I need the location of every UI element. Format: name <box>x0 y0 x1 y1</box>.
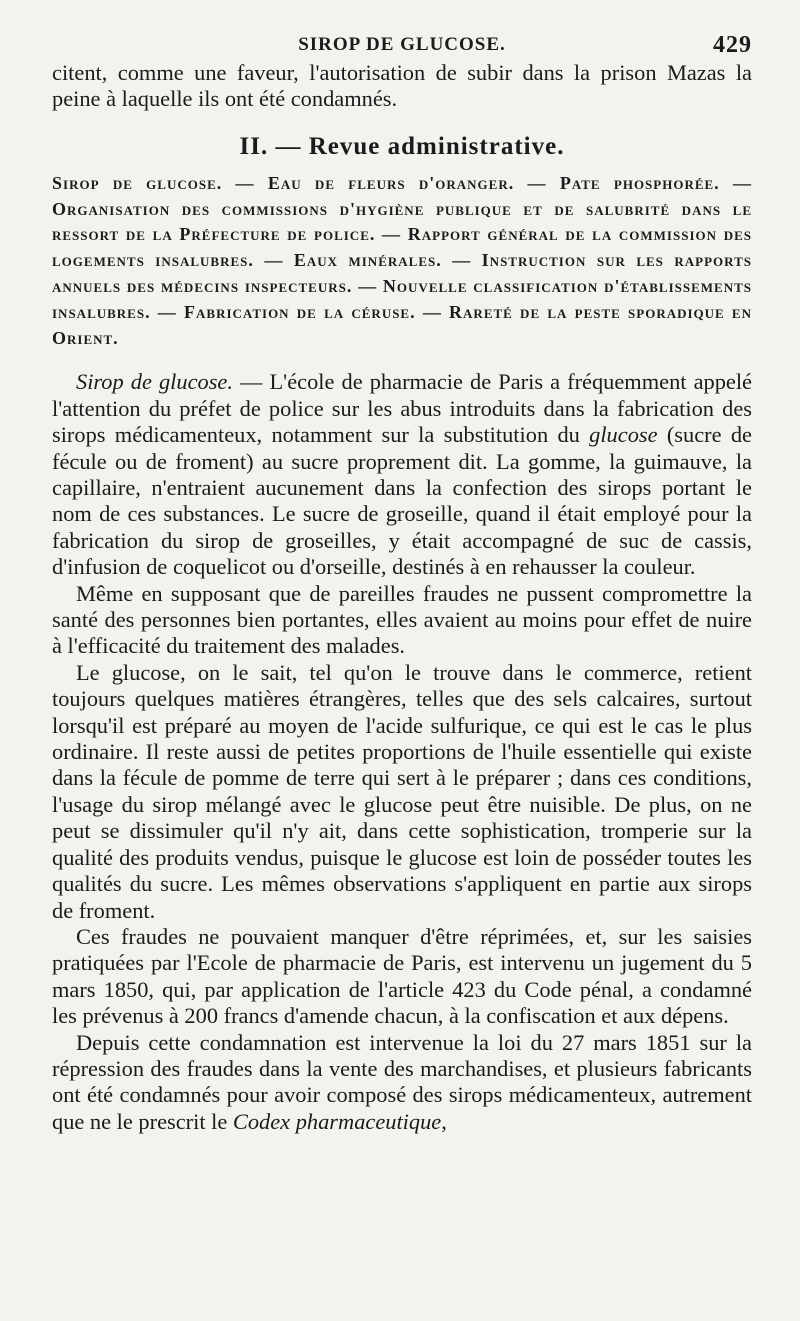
running-title: SIROP DE GLUCOSE. <box>298 34 506 55</box>
paragraph-2: Même en supposant que de pareilles fraudes ne pussent compromettre la santé des personnes bien portantes, elles avaient au moins pour effet de nuire à l'efficacité du traitement des malades. <box>52 580 752 659</box>
paragraph-1-text-b: (sucre de fécule ou de froment) au sucre proprement dit. La gomme, la guimauve, la capillaire, n'entraient aucunement dans la confection des sirops portant le nom de ces substances. Le sucre de groseille, quand il était employé pour la fabrication du sirop de groseilles, y était accompagné de suc de cassis, d'infusion de coquelicot ou d'orseille, destinés à en rehausser la couleur. <box>52 422 752 580</box>
paragraph-1-text-a: — L'école de pharmacie de Paris a fréquemment appelé l'attention du préfet de police sur les abus introduits dans la fabrication des sirops médicamenteux, notamment sur la substitution du <box>52 369 752 448</box>
paragraph-5 <box>52 1030 752 1136</box>
running-head <box>52 30 752 60</box>
section-heading: II. — Revue administrative. <box>239 132 565 160</box>
paragraph-1-lead: Sirop de glucose. <box>76 369 233 395</box>
paragraph-4: Ces fraudes ne pouvaient manquer d'être réprimées, et, sur les saisies pratiquées par l'Ecole de pharmacie de Paris, est intervenu un jugement du 5 mars 1850, qui, par application de l'article 423 du Code pénal, a condamné les prévenus à 200 francs d'amende chacun, à la confiscation et aux dépens. <box>52 923 752 1029</box>
paragraph-1 <box>52 369 752 580</box>
paragraph-5-text-b: , <box>441 1108 447 1134</box>
page-number: 429 <box>713 32 752 58</box>
paragraph-3: Le glucose, on le sait, tel qu'on le trouve dans le commerce, retient toujours quelques matières étrangères, telles que des sels calcaires, surtout lorsqu'il est préparé au moyen de l'acide sulfurique, ce qui est le cas le plus ordinaire. Il reste aussi de petites proportions de l'huile essentielle qui existe dans la fécule de pomme de terre qui sert à le préparer ; dans ces conditions, l'usage du sirop mélangé avec le glucose peut être nuisible. De plus, on ne peut se dissimuler qu'il n'y ait, dans cette sophistication, tromperie sur la qualité des produits vendus, puisque le glucose est loin de posséder toutes les qualités du sucre. Les mêmes observations s'appliquent en partie aux sirops de froment. <box>52 659 752 923</box>
paragraph-5-text-a: Depuis cette condamnation est intervenue la loi du 27 mars 1851 sur la répression des fraudes dans la vente des marchandises, et plusieurs fabricants ont été condamnés pour avoir composé des sirops médicamenteux, autrement que ne le prescrit le <box>52 1029 752 1134</box>
paragraph-5-italic: Codex pharmaceutique <box>232 1108 442 1134</box>
paragraph-1-italic: glucose <box>589 422 658 448</box>
continued-paragraph: citent, comme une faveur, l'autorisation de subir dans la prison Mazas la peine à laquelle ils ont été condamnés. <box>52 60 752 112</box>
section-summary: Sirop de glucose. — Eau de fleurs d'oranger. — Pate phosphorée. — Organisation des commissions d'hygiène publique et de salubrité dans le ressort de la Préfecture de police. — Rapport général de la commission des logements insalubres. — Eaux minérales. — Instruction sur les rapports annuels des médecins inspecteurs. — Nouvelle classification d'établissements insalubres. — Fabrication de la céruse. — Rareté de la peste sporadique en Orient. <box>52 172 752 348</box>
